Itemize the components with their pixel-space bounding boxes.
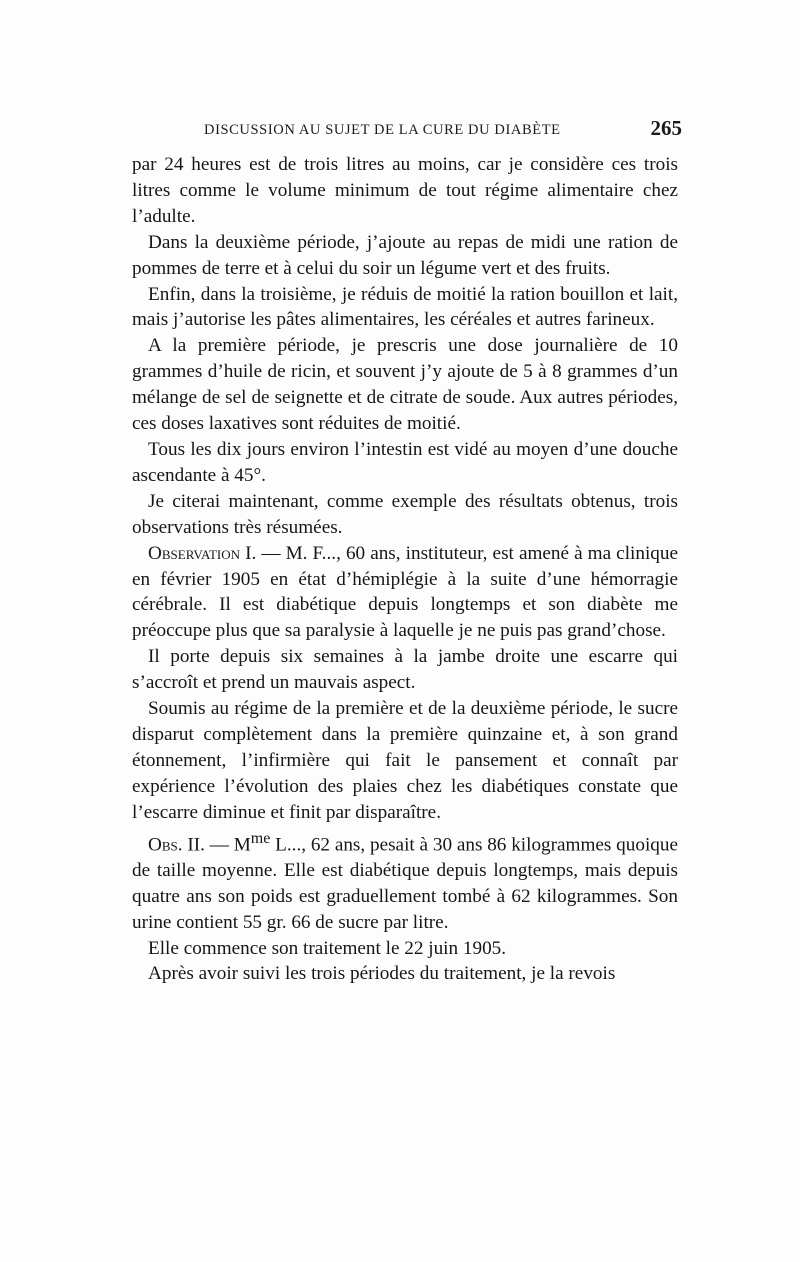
paragraph: Elle commence son traitement le 22 juin 1905. bbox=[148, 937, 507, 959]
paragraph: Dans la deuxième période, j’ajoute au repas de midi une ration de pommes de terre et à celui du soir un légume vert et des fruits. bbox=[132, 231, 678, 279]
paragraph: Soumis au régime de la première et de la deuxième période, le sucre disparut complètement dans la première quinzaine et, à son grand étonnement, l’infirmière qui fait le pansement et connaît par expérience l’évolution des plaies chez les diabétiques constate que l’escarre diminue et finit par disparaître. bbox=[132, 698, 678, 823]
paragraph: Enfin, dans la troisième, je réduis de moitié la ration bouillon et lait, mais j’autorise les pâtes alimentaires, les céréales et autres farineux. bbox=[132, 283, 678, 331]
paragraph: par 24 heures est de trois litres au moins, car je considère ces trois litres comme le volume minimum de tout régime alimentaire chez l’adulte. bbox=[132, 154, 678, 227]
observation-1-paragraph bbox=[132, 541, 678, 645]
observation-2-paragraph bbox=[132, 826, 678, 936]
observation-2-label: Obs. II. bbox=[148, 833, 205, 855]
paragraph: Je citerai maintenant, comme exemple des résultats obtenus, trois observations très résumées. bbox=[132, 490, 678, 538]
page-number: 265 bbox=[650, 116, 682, 140]
observation-2-text-before: — M bbox=[204, 833, 251, 855]
observation-2-superscript: me bbox=[250, 829, 271, 847]
observation-2-text-after: L..., 62 ans, pesait à 30 ans 86 kilogrammes quoique de taille moyenne. Elle est diabétique depuis longtemps, mais depuis quatre ans son poids est graduellement tombé à 62 kilogrammes. Son urine contient 55 gr. 66 de sucre par litre. bbox=[132, 833, 678, 933]
observation-1-label: Observation I. bbox=[148, 542, 257, 564]
observation-1-text: — M. F..., 60 ans, instituteur, est amené à ma clinique en février 1905 en état d’hémiplégie à la suite d’une hémorragie cérébrale. Il est diabétique depuis longtemps et son diabète me préoccupe plus que sa paralysie à laquelle je ne puis pas grand’chose. bbox=[132, 542, 678, 642]
paragraph: Tous les dix jours environ l’intestin est vidé au moyen d’une douche ascendante à 45°. bbox=[132, 438, 678, 486]
paragraph: A la première période, je prescris une dose journalière de 10 grammes d’huile de ricin, et souvent j’y ajoute de 5 à 8 grammes d’un mélange de sel de seignette et de citrate de soude. Aux autres périodes, ces doses laxatives sont réduites de moitié. bbox=[132, 335, 678, 435]
body-text bbox=[132, 152, 678, 987]
paragraph: Après avoir suivi les trois périodes du traitement, je la revois bbox=[148, 963, 616, 985]
page-header bbox=[204, 116, 682, 142]
paragraph: Il porte depuis six semaines à la jambe droite une escarre qui s’accroît et prend un mauvais aspect. bbox=[132, 646, 678, 694]
running-head: DISCUSSION AU SUJET DE LA CURE DU DIABÈTE bbox=[204, 122, 561, 138]
